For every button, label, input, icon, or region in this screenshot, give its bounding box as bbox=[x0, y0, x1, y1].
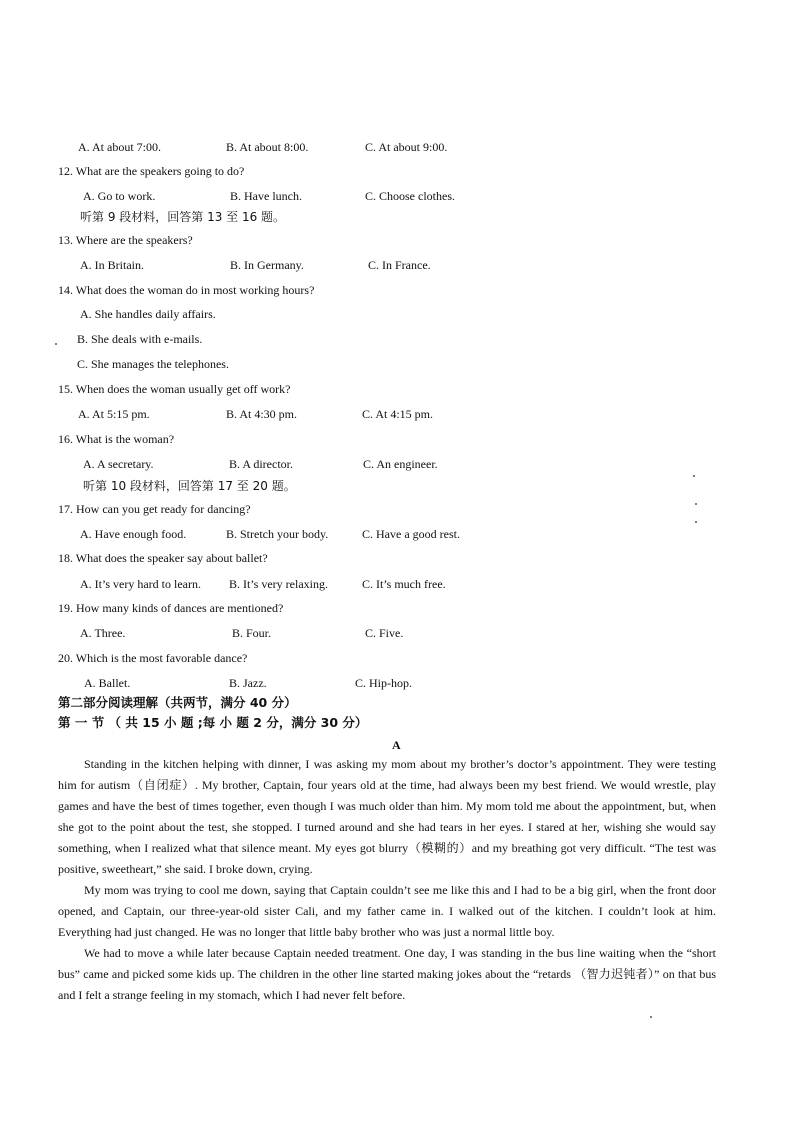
q20-stem: 20. Which is the most favorable dance? bbox=[58, 651, 248, 665]
q19-option-b: B. Four. bbox=[232, 626, 272, 640]
q15-option-b: B. At 4:30 pm. bbox=[226, 407, 298, 421]
q15-stem: 15. When does the woman usually get off work? bbox=[58, 382, 291, 396]
q13-option-a: A. In Britain. bbox=[80, 258, 144, 272]
q14-option-b: B. She deals with e-mails. bbox=[77, 332, 203, 346]
q20-option-b: B. Jazz. bbox=[229, 676, 267, 690]
section-10-instruction: 听第 10 段材料，回答第 17 至 20 题。 bbox=[83, 479, 296, 493]
scan-speck bbox=[695, 503, 697, 505]
q19-option-c: C. Five. bbox=[365, 626, 404, 640]
q15-option-a: A. At 5:15 pm. bbox=[78, 407, 150, 421]
q18-option-b: B. It’s very relaxing. bbox=[229, 577, 328, 591]
q20-option-c: C. Hip-hop. bbox=[355, 676, 412, 690]
q11-option-c: C. At about 9:00. bbox=[365, 140, 448, 154]
passage-label: A bbox=[392, 738, 401, 752]
q17-option-c: C. Have a good rest. bbox=[362, 527, 460, 541]
q19-stem: 19. How many kinds of dances are mentioned? bbox=[58, 601, 284, 615]
passage-paragraph-3: We had to move a while later because Captain needed treatment. One day, I was standing in the bus line waiting when the “short bus” came and picked some kids up. The children in the other line started making jokes about the “retards （智力迟钝者）” on that bus and I felt a strange feeling in my stomach, which I had never felt before. bbox=[58, 946, 716, 1002]
q16-option-c: C. An engineer. bbox=[363, 457, 438, 471]
section-9-instruction: 听第 9 段材料，回答第 13 至 16 题。 bbox=[80, 210, 286, 224]
passage-paragraph-1: Standing in the kitchen helping with dinner, I was asking my mom about my brother’s doctor’s appointment. They were testing him for autism（自闭症）. My brother, Captain, four years old at the time, had always been my best friend. We would wrestle, play games and have the best of times together, even though I was much older than him. My mom told me about the appointment, but, when she got to the point about the test, she stopped. I turned around and she had tears in her eyes. I stared at her, wishing she would say something, when I realized what that silence meant. My eyes got blurry（模糊的）and my breathing got very difficult. “The test was positive, sweetheart,” she said. I broke down, crying. bbox=[58, 757, 716, 876]
scan-speck bbox=[650, 1016, 652, 1018]
part-two-title: 第二部分阅读理解（共两节，满分 40 分） bbox=[58, 695, 297, 710]
q18-stem: 18. What does the speaker say about ballet? bbox=[58, 551, 268, 565]
q18-option-a: A. It’s very hard to learn. bbox=[80, 577, 201, 591]
q13-option-b: B. In Germany. bbox=[230, 258, 304, 272]
scan-speck bbox=[695, 521, 697, 523]
q19-option-a: A. Three. bbox=[80, 626, 126, 640]
q17-option-a: A. Have enough food. bbox=[80, 527, 187, 541]
q13-stem: 13. Where are the speakers? bbox=[58, 233, 193, 247]
scan-speck bbox=[55, 343, 57, 345]
q16-option-a: A. A secretary. bbox=[83, 457, 154, 471]
q16-stem: 16. What is the woman? bbox=[58, 432, 175, 446]
q17-stem: 17. How can you get ready for dancing? bbox=[58, 502, 251, 516]
q17-option-b: B. Stretch your body. bbox=[226, 527, 329, 541]
q12-option-a: A. Go to work. bbox=[83, 189, 156, 203]
q16-option-b: B. A director. bbox=[229, 457, 293, 471]
q12-stem: 12. What are the speakers going to do? bbox=[58, 164, 245, 178]
scan-speck bbox=[693, 475, 695, 477]
q20-option-a: A. Ballet. bbox=[84, 676, 131, 690]
section-one-title: 第 一 节 （ 共 15 小 题 ;每 小 题 2 分，满分 30 分） bbox=[58, 715, 368, 730]
q12-option-c: C. Choose clothes. bbox=[365, 189, 455, 203]
passage-paragraph-2: My mom was trying to cool me down, saying that Captain couldn’t see me like this and I had to be a big girl, when the front door opened, and Captain, our three-year-old sister Cali, and my father came in. I walked out of the kitchen. I couldn’t look at him. Everything had just changed. He was no longer that little baby brother who was just a normal little boy. bbox=[58, 883, 716, 939]
q14-option-a: A. She handles daily affairs. bbox=[80, 307, 216, 321]
q14-option-c: C. She manages the telephones. bbox=[77, 357, 229, 371]
q11-option-a: A. At about 7:00. bbox=[78, 140, 161, 154]
q12-option-b: B. Have lunch. bbox=[230, 189, 302, 203]
q11-option-b: B. At about 8:00. bbox=[226, 140, 309, 154]
q15-option-c: C. At 4:15 pm. bbox=[362, 407, 434, 421]
q18-option-c: C. It’s much free. bbox=[362, 577, 446, 591]
q13-option-c: C. In France. bbox=[368, 258, 431, 272]
q14-stem: 14. What does the woman do in most working hours? bbox=[58, 283, 315, 297]
